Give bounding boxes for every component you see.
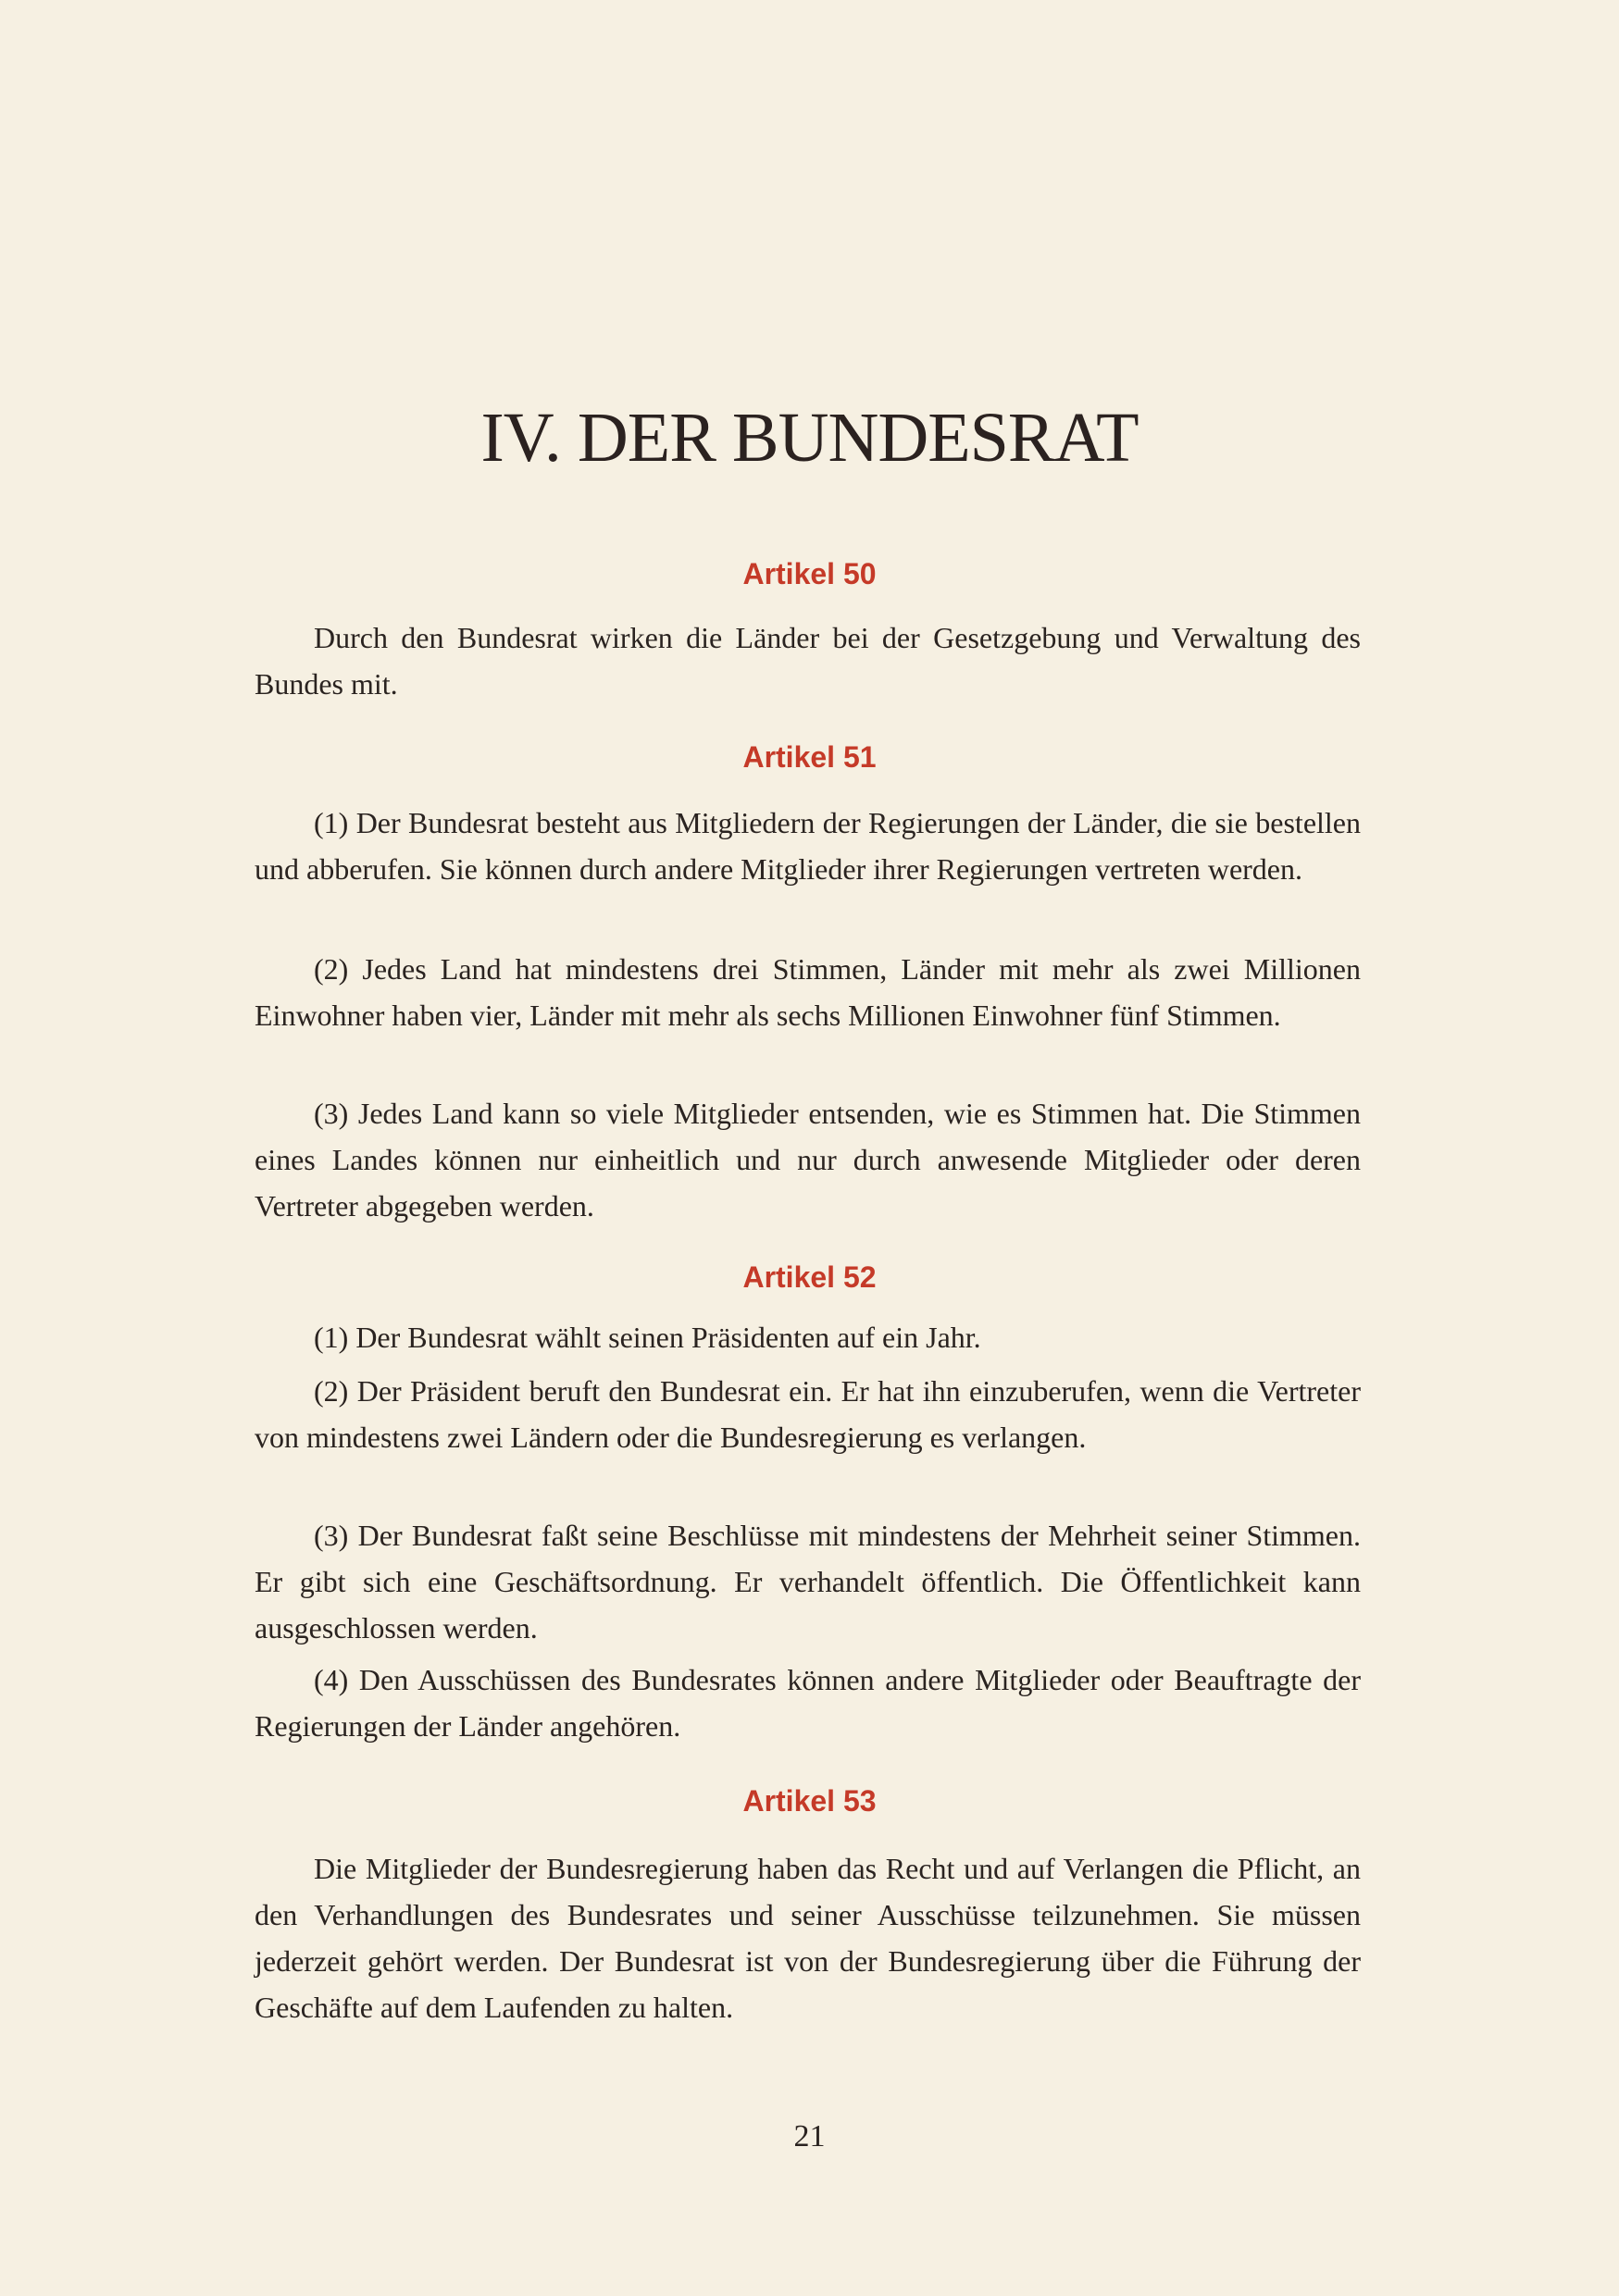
article-heading-50: Artikel 50 [742,557,877,590]
article-51-paragraph-2: (2) Jedes Land hat mindestens drei Stimmen, Länder mit mehr als zwei Millionen Einwohner haben vier, Länder mit mehr als sechs Millionen Einwohner fünf Stimmen. [255,952,1361,1032]
article-52-paragraph-4: (4) Den Ausschüssen des Bundesrates können andere Mitglieder oder Beauftragte der Regierungen der Länder angehören. [255,1663,1361,1743]
article-53-paragraph: Die Mitglieder der Bundesregierung haben das Recht und auf Verlangen die Pflicht, an den Verhandlungen des Bundesrates und seiner Ausschüsse teilzunehmen. Sie müssen jederzeit gehört werden. Der Bundesrat ist von der Bundesregierung über die Führung der Geschäfte auf dem Laufenden zu halten. [255,1852,1361,2024]
article-52-paragraph-3: (3) Der Bundesrat faßt seine Beschlüsse mit mindestens der Mehrheit seiner Stimmen. Er gibt sich eine Geschäftsordnung. Er verhandelt öffentlich. Die Öffentlichkeit kann ausgeschlossen werden. [255,1519,1361,1644]
article-52-paragraph-2: (2) Der Präsident beruft den Bundesrat ein. Er hat ihn einzuberufen, wenn die Vertreter von mindestens zwei Ländern oder die Bundesregierung es verlangen. [255,1374,1361,1454]
article-51-paragraph-3: (3) Jedes Land kann so viele Mitglieder entsenden, wie es Stimmen hat. Die Stimmen eines Landes können nur einheitlich und nur durch anwesende Mitglieder oder deren Vertreter abgegeben werden. [255,1097,1361,1222]
article-heading-51: Artikel 51 [742,740,877,774]
article-heading-53: Artikel 53 [742,1784,877,1818]
chapter-title: IV. DER BUNDESRAT [480,399,1139,477]
article-heading-52: Artikel 52 [742,1260,877,1294]
article-51-paragraph-1: (1) Der Bundesrat besteht aus Mitgliedern der Regierungen der Länder, die sie bestellen und abberufen. Sie können durch andere Mitglieder ihrer Regierungen vertreten werden. [255,806,1361,886]
page-number: 21 [793,2119,826,2153]
article-52-paragraph-1: (1) Der Bundesrat wählt seinen Präsidenten auf ein Jahr. [314,1321,981,1354]
article-50-paragraph: Durch den Bundesrat wirken die Länder bei der Gesetzgebung und Verwaltung des Bundes mit. [255,621,1361,701]
